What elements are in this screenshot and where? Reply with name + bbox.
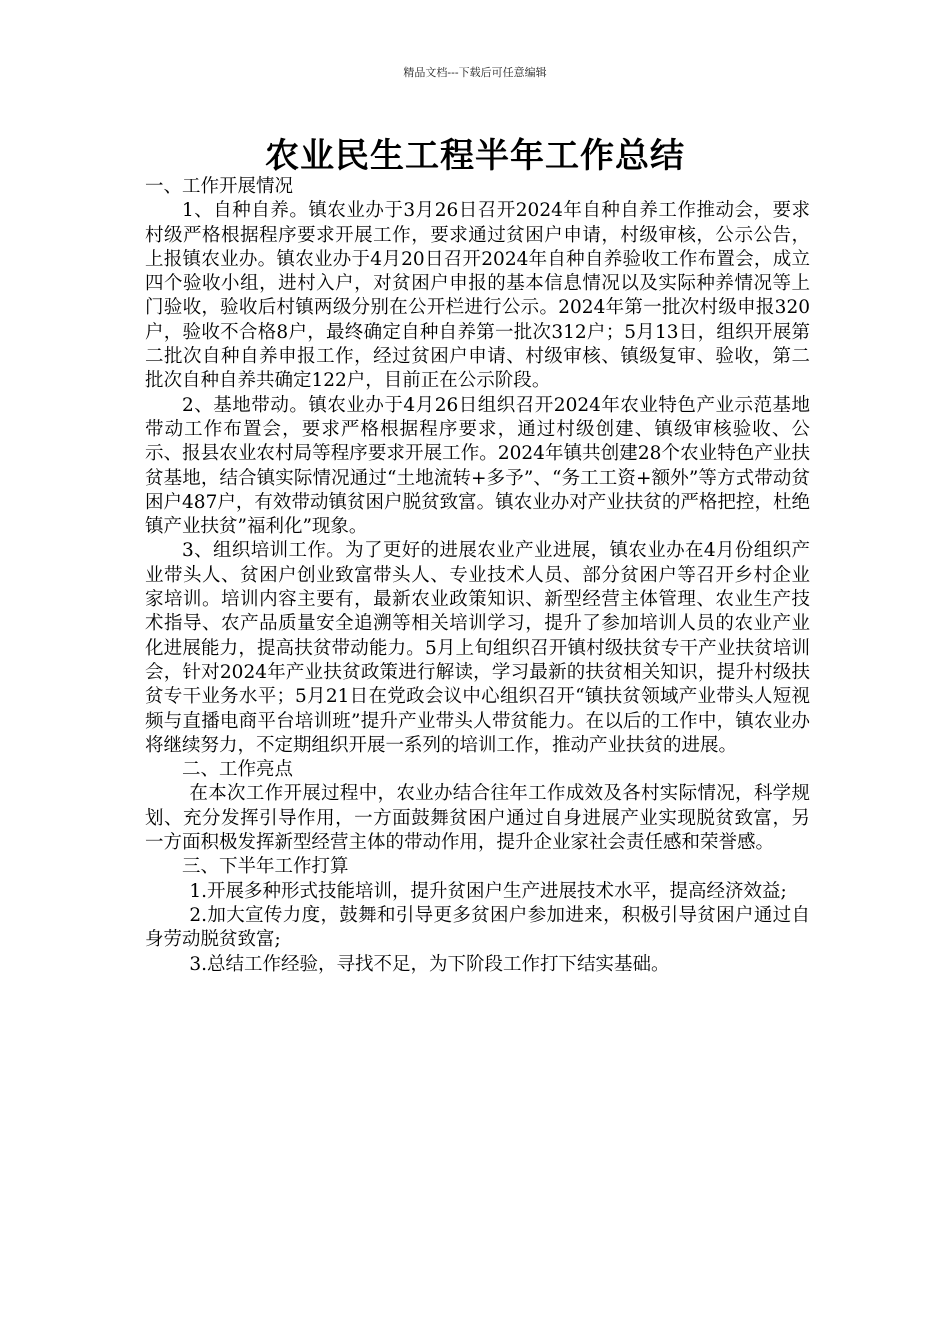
section-heading-1: 一、工作开展情况	[145, 176, 294, 197]
paragraph-self-planting: 1、自种自养。镇农业办于3月26日召开2024年自种自养工作推动会，要求村级严格根据程序要求开展工作，要求通过贫困户申请，村级审核，公示公告，上报镇农业办。镇农业办于4月20日召开2024年自种自养验收工作布置会，成立四个验收小组，进村入户，对贫困户申报的基本信息情况以及实际种养情况等上门验收，验收后村镇两级分别在公开栏进行公示。2024年第一批次村级申报320户，验收不合格8户，最终确定自种自养第一批次312户；5月13日，组织开展第二批次自种自养申报工作，经过贫困户申请、村级审核、镇级复审、验收，第二批次自种自养共确定122户，目前正在公示阶段。	[145, 200, 810, 392]
plan-item-3: 3.总结工作经验，寻找不足，为下阶段工作打下结实基础。	[189, 953, 670, 975]
paragraph-base-driving: 2、基地带动。镇农业办于4月26日组织召开2024年农业特色产业示范基地带动工作布置会，要求严格根据程序要求，通过村级创建、镇级审核验收、公示、报县农业农村局等程序要求开展工作。2024年镇共创建28个农业特色产业扶贫基地，结合镇实际情况通过“土地流转+多予”、“务工工资+额外”等方式带动贫困户487户，有效带动镇贫困户脱贫致富。镇农业办对产业扶贫的严格把控，杜绝镇产业扶贫”福利化”现象。	[145, 394, 810, 538]
document-title: 农业民生工程半年工作总结	[265, 136, 685, 176]
paragraph-training: 3、组织培训工作。为了更好的进展农业产业进展，镇农业办在4月份组织产业带头人、贫困户创业致富带头人、专业技术人员、部分贫困户等召开乡村企业家培训。培训内容主要有，最新农业政策知识、新型经营主体管理、农业生产技术指导、农产品质量安全追溯等相关培训学习，提升了参加培训人员的农业产业化进展能力，提高扶贫带动能力。5月上旬组织召开镇村级扶贫专干产业扶贫培训会，针对2024年产业扶贫政策进行解读，学习最新的扶贫相关知识，提升村级扶贫专干业务水平；5月21日在党政会议中心组织召开“镇扶贫领域产业带头人短视频与直播电商平台培训班”提升产业带头人带贫能力。在以后的工作中，镇农业办将继续努力，不定期组织开展一系列的培训工作，推动产业扶贫的进展。	[145, 540, 810, 756]
section-heading-3: 三、下半年工作打算	[182, 856, 349, 878]
section-heading-2: 二、工作亮点	[182, 759, 294, 781]
plan-item-1: 1.开展多种形式技能培训，提升贫困户生产进展技术水平，提高经济效益;	[189, 880, 787, 902]
document-body	[145, 175, 810, 977]
plan-item-2: 2.加大宣传力度，鼓舞和引导更多贫困户参加进来，积极引导贫困户通过自身劳动脱贫致富;	[145, 904, 810, 951]
page-header: 精品文档---下载后可任意编辑	[403, 66, 547, 79]
paragraph-highlights: 在本次工作开展过程中，农业办结合往年工作成效及各村实际情况，科学规划、充分发挥引导作用，一方面鼓舞贫困户通过自身进展产业实现脱贫致富，另一方面积极发挥新型经营主体的带动作用，提升企业家社会责任感和荣誉感。	[145, 783, 810, 854]
